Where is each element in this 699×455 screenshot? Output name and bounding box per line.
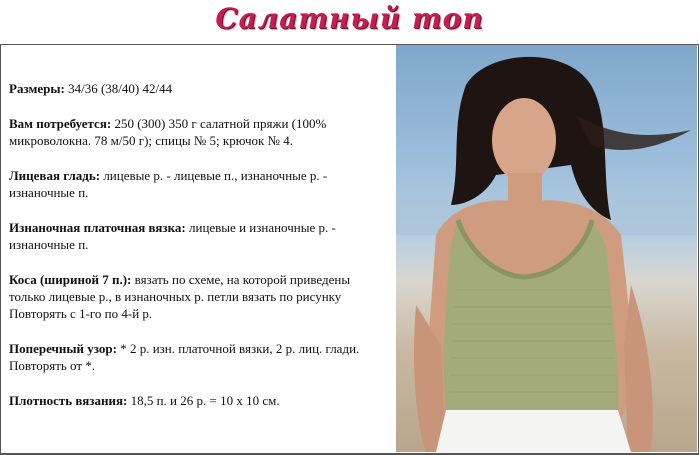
param-cross-pattern xyxy=(9,340,387,374)
param-label: Изнаночная платочная вязка: xyxy=(9,220,186,235)
param-reverse-garter xyxy=(9,219,387,253)
param-text: лицевые и изнаночные р. - изнаночные п. xyxy=(9,220,336,252)
param-stockinette xyxy=(9,167,387,201)
param-label: Вам потребуется: xyxy=(9,116,112,131)
pattern-description xyxy=(9,80,387,427)
param-label: Размеры: xyxy=(9,81,65,96)
param-text: * 2 р. изн. платочной вязки, 2 р. лиц. глади. Повторять от *. xyxy=(9,341,360,373)
param-materials xyxy=(9,115,387,149)
param-cable xyxy=(9,271,387,322)
param-sizes xyxy=(9,80,387,97)
param-text: 18,5 п. и 26 р. = 10 х 10 см. xyxy=(127,393,280,408)
param-label: Поперечный узор: xyxy=(9,341,117,356)
page-title: Салатный топ xyxy=(215,2,484,35)
param-label: Коса (шириной 7 п.): xyxy=(9,272,132,287)
model-photo-illustration xyxy=(396,45,697,452)
param-label: Плотность вязания: xyxy=(9,393,128,408)
param-text: лицевые р. - лицевые п., изнаночные р. - изнаночные п. xyxy=(9,168,328,200)
param-text: 34/36 (38/40) 42/44 xyxy=(64,81,173,96)
param-text: 250 (300) 350 г салатной пряжи (100% микроволокна. 78 м/50 г); спицы № 5; крючок № 4. xyxy=(9,116,327,148)
param-label: Лицевая гладь: xyxy=(9,168,101,183)
param-gauge xyxy=(9,392,387,409)
model-photo xyxy=(396,45,697,452)
param-text: вязать по схеме, на которой приведены только лицевые р., в изнаночных р. петли вязать по рисунку Повторять с 1-го по 4-й р. xyxy=(9,272,351,321)
